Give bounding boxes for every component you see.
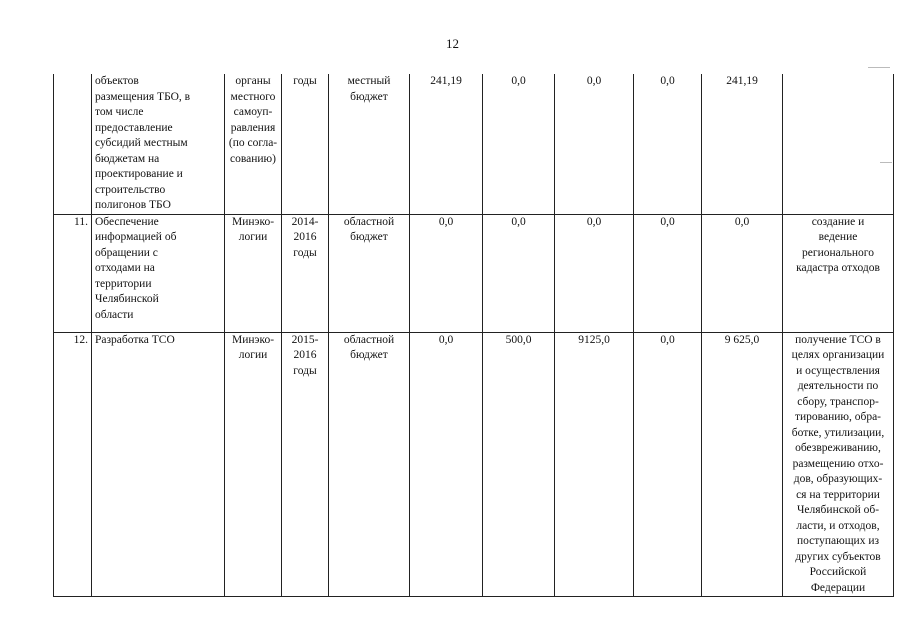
expected-result — [783, 74, 894, 214]
page-number: 12 — [446, 36, 459, 51]
row-number: 12. — [54, 332, 92, 597]
row-number — [54, 74, 92, 214]
table-row — [54, 214, 894, 332]
value-2015: 9125,0 — [555, 332, 634, 597]
period: годы — [282, 74, 329, 214]
value-2015: 0,0 — [555, 214, 634, 332]
executor: органы местного самоуп- равления (по согла- сованию) — [225, 74, 282, 214]
scan-artifact — [868, 67, 890, 68]
table-row — [54, 74, 894, 214]
total-value: 0,0 — [410, 332, 483, 597]
program-activities-table — [53, 74, 894, 597]
value-2014: 500,0 — [483, 332, 555, 597]
funding-source: областной бюджет — [329, 214, 410, 332]
total-value: 0,0 — [410, 214, 483, 332]
executor: Минэко- логии — [225, 214, 282, 332]
funding-source: местный бюджет — [329, 74, 410, 214]
scan-artifact — [880, 162, 892, 163]
period: 2014- 2016 годы — [282, 214, 329, 332]
funding-source: областной бюджет — [329, 332, 410, 597]
sum-value: 0,0 — [702, 214, 783, 332]
expected-result: получение ТСО в целях организации и осуществления деятельности по сбору, транспор- тированию, обра- ботке, утилизации, обезвреживанию, размещению отхо- дов, образующих- ся на территории Челябинской об- ласти, и отходов, поступающих из других субъектов Российской Федерации — [783, 332, 894, 597]
sum-value: 9 625,0 — [702, 332, 783, 597]
value-2016: 0,0 — [634, 332, 702, 597]
value-2015: 0,0 — [555, 74, 634, 214]
activity-name: Обеспечение информацией об обращении с отходами на территории Челябинской области — [92, 214, 225, 332]
row-number: 11. — [54, 214, 92, 332]
activity-name: объектов размещения ТБО, в том числе предоставление субсидий местным бюджетам на проектирование и строительство полигонов ТБО — [92, 74, 225, 214]
activity-name: Разработка ТСО — [92, 332, 225, 597]
executor: Минэко- логии — [225, 332, 282, 597]
value-2014: 0,0 — [483, 74, 555, 214]
value-2014: 0,0 — [483, 214, 555, 332]
sum-value: 241,19 — [702, 74, 783, 214]
table-row — [54, 332, 894, 597]
value-2016: 0,0 — [634, 214, 702, 332]
total-value: 241,19 — [410, 74, 483, 214]
value-2016: 0,0 — [634, 74, 702, 214]
expected-result: создание и ведение регионального кадастра отходов — [783, 214, 894, 332]
period: 2015- 2016 годы — [282, 332, 329, 597]
